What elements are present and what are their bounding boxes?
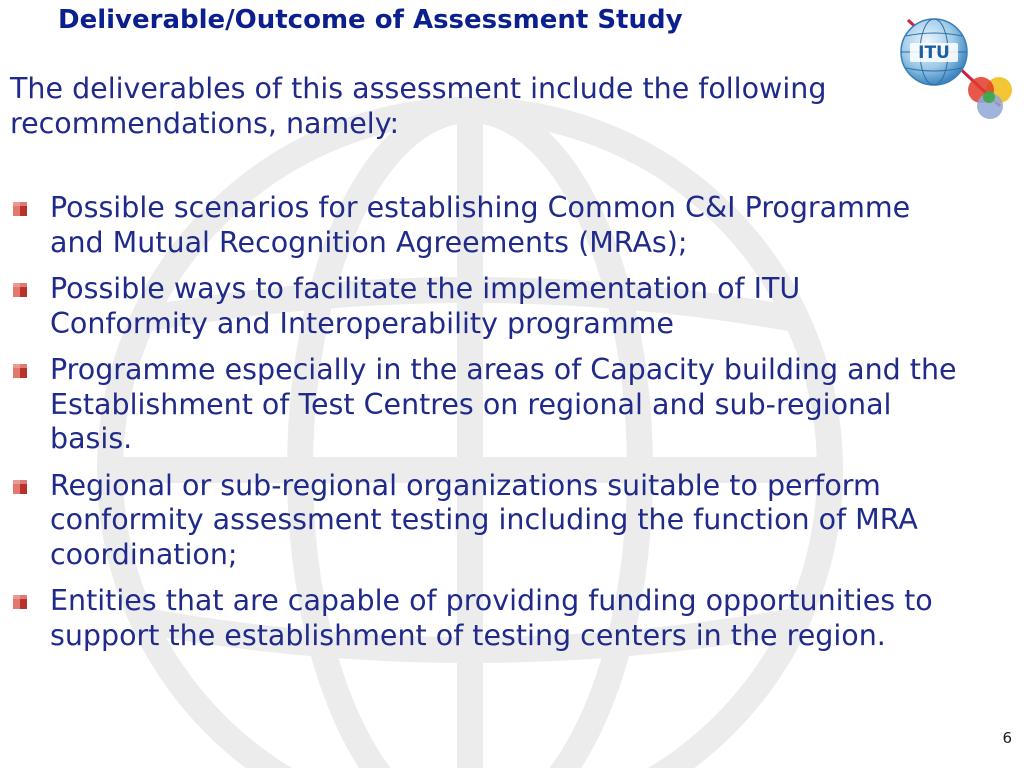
logo-text: ITU [918,43,950,63]
bullet-item [0,272,960,341]
page-number: 6 [1002,729,1012,747]
bullet-text: Programme especially in the areas of Capacity building and the Establishment of Test Centres on regional and sub-regional basis. [50,353,957,455]
bullet-item [0,469,960,573]
itu-logo [892,10,1018,122]
bullet-text: Possible ways to facilitate the implementation of ITU Conformity and Interoperability programme [50,272,801,340]
red-square-bullet-icon [13,480,27,494]
slide-title: Deliverable/Outcome of Assessment Study [58,5,683,35]
red-square-bullet-icon [13,283,27,297]
red-square-bullet-icon [13,595,27,609]
bullet-list [0,191,960,665]
red-square-bullet-icon [13,364,27,378]
bullet-item [0,584,960,653]
bullet-text: Possible scenarios for establishing Common C&I Programme and Mutual Recognition Agreements (MRAs); [50,191,911,259]
bullet-text: Entities that are capable of providing funding opportunities to support the establishment of testing centers in the region. [50,584,933,652]
red-square-bullet-icon [13,202,27,216]
bullet-text: Regional or sub-regional organizations suitable to perform conformity assessment testing including the function of MRA coordination; [50,468,918,571]
bullet-item [0,191,960,260]
bullet-item [0,353,960,457]
intro-text: The deliverables of this assessment include the following recommendations, namely: [10,72,827,140]
